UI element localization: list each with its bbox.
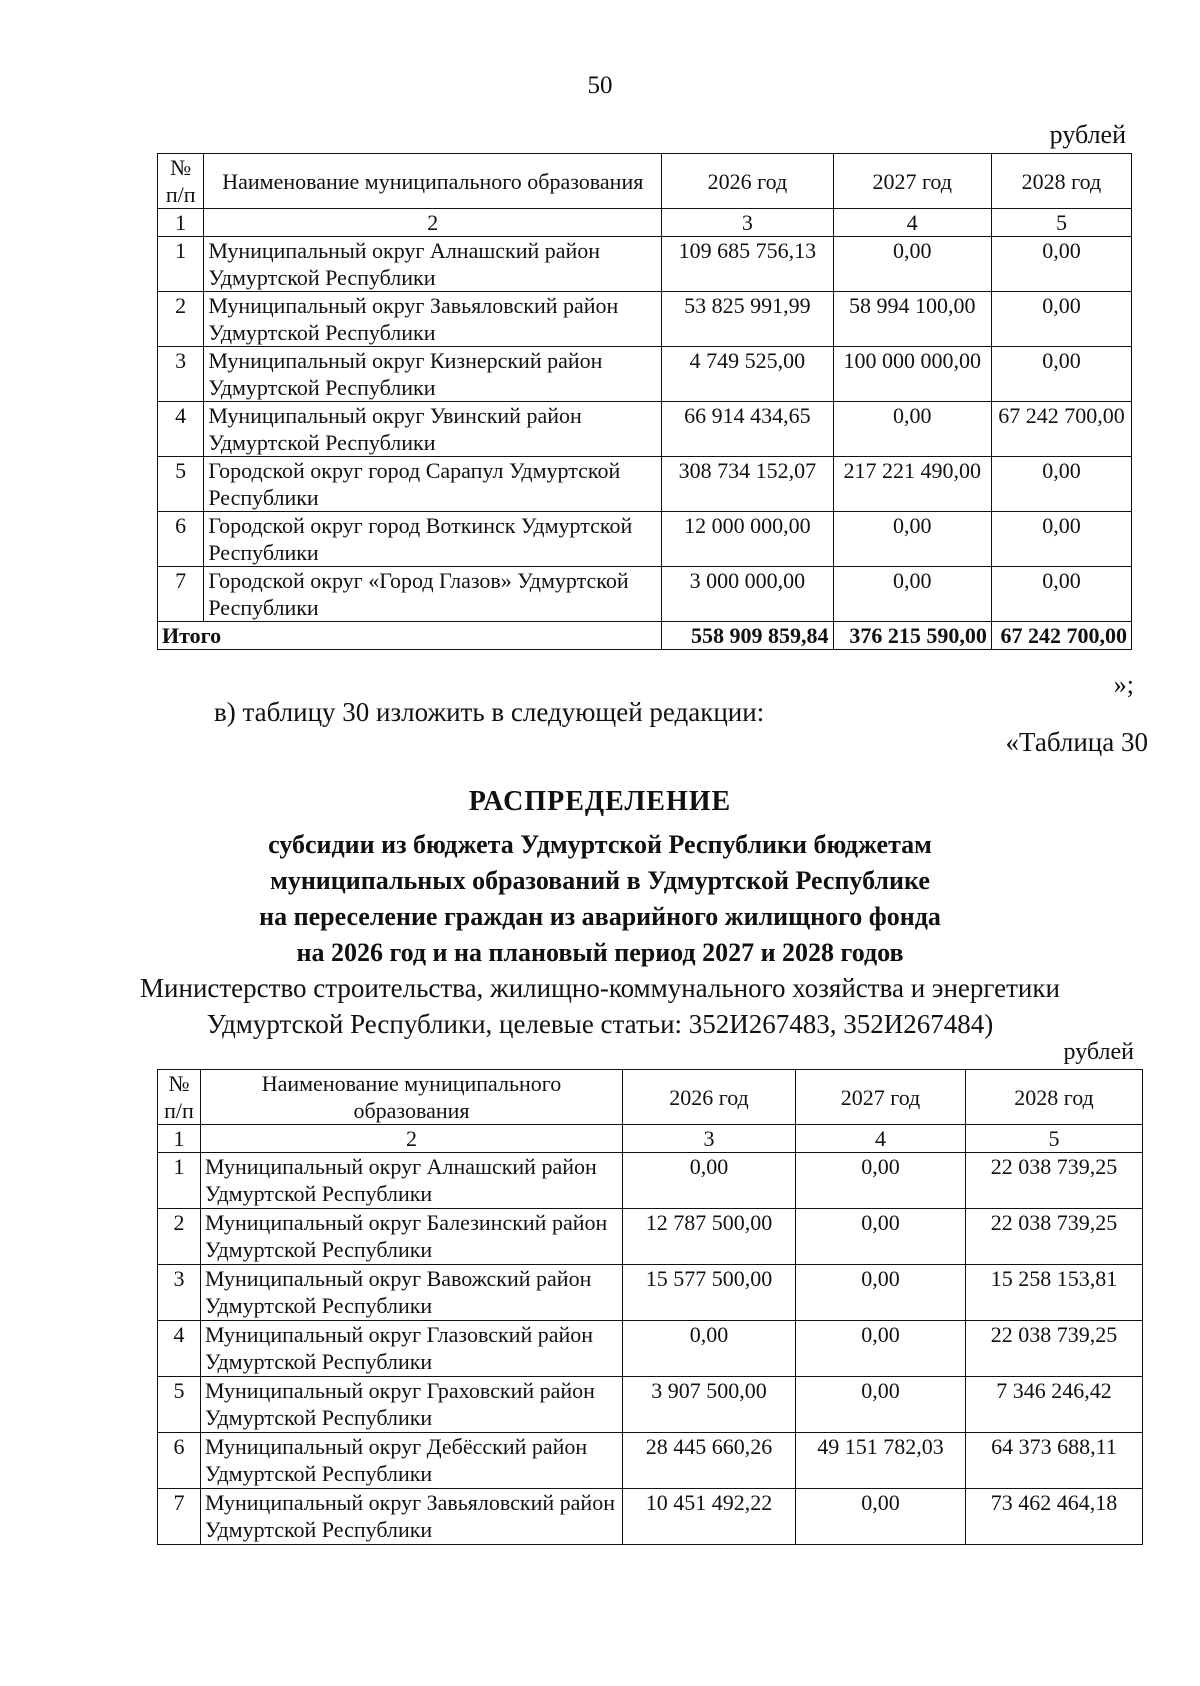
value-2028: 0,00	[991, 237, 1131, 292]
table-row	[158, 1377, 1143, 1433]
value-2027: 0,00	[796, 1321, 966, 1377]
col-number: 2	[201, 1125, 623, 1153]
table-row	[158, 1489, 1143, 1545]
table-row	[158, 567, 1132, 622]
value-2027: 0,00	[796, 1377, 966, 1433]
row-number: 7	[158, 1489, 201, 1545]
municipality-name: Муниципальный округ Вавожский район Удмуртской Республики	[201, 1265, 623, 1321]
value-2026: 0,00	[623, 1321, 796, 1377]
value-2026: 3 000 000,00	[662, 567, 833, 622]
table-reference: «Таблица 30	[1005, 727, 1148, 757]
col-number: 2	[204, 209, 662, 237]
value-2026: 4 749 525,00	[662, 347, 833, 402]
unit-label: рублей	[1063, 1039, 1134, 1065]
row-number: 6	[158, 1433, 201, 1489]
subtitle-line: муниципальных образований в Удмуртской Республике	[270, 866, 930, 895]
col-number: 3	[662, 209, 833, 237]
value-2027: 0,00	[833, 512, 991, 567]
table-row	[158, 1209, 1143, 1265]
value-2028: 0,00	[991, 457, 1131, 512]
subtitle-line: субсидии из бюджета Удмуртской Республики бюджетам	[268, 830, 932, 859]
subtitle-line: на 2026 год и на плановый период 2027 и 2028 годов	[296, 938, 904, 967]
row-number: 7	[158, 567, 204, 622]
closing-quote: »;	[1113, 670, 1134, 699]
value-2026: 109 685 756,13	[662, 237, 833, 292]
source-line: Удмуртской Республики, целевые статьи: 352И267483, 352И267484)	[206, 1009, 994, 1039]
value-2028: 0,00	[991, 512, 1131, 567]
value-2028: 64 373 688,11	[966, 1433, 1143, 1489]
table-row	[158, 402, 1132, 457]
value-2027: 0,00	[796, 1489, 966, 1545]
value-2028: 22 038 739,25	[966, 1209, 1143, 1265]
value-2027: 217 221 490,00	[833, 457, 991, 512]
page-number: 50	[587, 72, 613, 99]
municipality-name: Муниципальный округ Дебёсский район Удмуртской Республики	[201, 1433, 623, 1489]
col-number: 4	[833, 209, 991, 237]
source-line: Министерство строительства, жилищно-коммунального хозяйства и энергетики	[140, 973, 1060, 1003]
header-2026: 2026 год	[623, 1070, 796, 1125]
municipality-name: Городской округ «Город Глазов» Удмуртской Республики	[204, 567, 662, 622]
header-name: Наименование муниципального образования	[201, 1070, 623, 1125]
total-row	[158, 622, 1132, 650]
row-number: 2	[158, 1209, 201, 1265]
col-number: 1	[158, 209, 204, 237]
table-row	[158, 292, 1132, 347]
header-2028: 2028 год	[966, 1070, 1143, 1125]
value-2027: 0,00	[833, 237, 991, 292]
instruction-text: в) таблицу 30 изложить в следующей редакции:	[214, 697, 765, 727]
municipality-name: Муниципальный округ Алнашский район Удмуртской Республики	[201, 1153, 623, 1209]
value-2026: 12 000 000,00	[662, 512, 833, 567]
row-number: 5	[158, 457, 204, 512]
row-number: 1	[158, 1153, 201, 1209]
row-number: 1	[158, 237, 204, 292]
value-2028: 0,00	[991, 347, 1131, 402]
subsidy-table-30	[157, 1069, 1143, 1545]
row-number: 4	[158, 1321, 201, 1377]
value-2028: 7 346 246,42	[966, 1377, 1143, 1433]
value-2026: 53 825 991,99	[662, 292, 833, 347]
table-row	[158, 1153, 1143, 1209]
col-number: 5	[966, 1125, 1143, 1153]
row-number: 3	[158, 347, 204, 402]
col-number: 3	[623, 1125, 796, 1153]
table-row	[158, 457, 1132, 512]
col-number: 5	[991, 209, 1131, 237]
document-title: РАСПРЕДЕЛЕНИЕ	[468, 786, 732, 817]
municipality-name: Муниципальный округ Граховский район Удмуртской Республики	[201, 1377, 623, 1433]
total-2028: 67 242 700,00	[991, 622, 1131, 650]
col-number: 1	[158, 1125, 201, 1153]
value-2027: 100 000 000,00	[833, 347, 991, 402]
total-label: Итого	[158, 622, 662, 650]
table-row	[158, 1265, 1143, 1321]
value-2026: 3 907 500,00	[623, 1377, 796, 1433]
value-2026: 15 577 500,00	[623, 1265, 796, 1321]
col-number: 4	[796, 1125, 966, 1153]
value-2027: 0,00	[833, 567, 991, 622]
municipality-name: Городской округ город Воткинск Удмуртской Республики	[204, 512, 662, 567]
value-2027: 0,00	[833, 402, 991, 457]
unit-label: рублей	[1049, 120, 1126, 149]
municipality-name: Муниципальный округ Завьяловский район Удмуртской Республики	[204, 292, 662, 347]
table-row	[158, 1433, 1143, 1489]
value-2026: 308 734 152,07	[662, 457, 833, 512]
row-number: 6	[158, 512, 204, 567]
total-2027: 376 215 590,00	[833, 622, 991, 650]
value-2027: 58 994 100,00	[833, 292, 991, 347]
header-num: № п/п	[158, 1070, 201, 1125]
subtitle-line: на переселение граждан из аварийного жилищного фонда	[259, 902, 941, 931]
table-row	[158, 1321, 1143, 1377]
value-2027: 0,00	[796, 1265, 966, 1321]
value-2026: 10 451 492,22	[623, 1489, 796, 1545]
header-2028: 2028 год	[991, 154, 1131, 209]
header-2026: 2026 год	[662, 154, 833, 209]
municipality-name: Муниципальный округ Кизнерский район Удмуртской Республики	[204, 347, 662, 402]
municipality-name: Муниципальный округ Увинский район Удмуртской Республики	[204, 402, 662, 457]
row-number: 4	[158, 402, 204, 457]
value-2028: 0,00	[991, 567, 1131, 622]
row-number: 2	[158, 292, 204, 347]
value-2026: 66 914 434,65	[662, 402, 833, 457]
row-number: 5	[158, 1377, 201, 1433]
value-2026: 0,00	[623, 1153, 796, 1209]
municipality-name: Муниципальный округ Алнашский район Удмуртской Республики	[204, 237, 662, 292]
value-2028: 22 038 739,25	[966, 1321, 1143, 1377]
value-2028: 67 242 700,00	[991, 402, 1131, 457]
municipality-name: Городской округ город Сарапул Удмуртской Республики	[204, 457, 662, 512]
subsidy-table-previous	[157, 153, 1132, 650]
table-row	[158, 237, 1132, 292]
municipality-name: Муниципальный округ Завьяловский район Удмуртской Республики	[201, 1489, 623, 1545]
value-2027: 0,00	[796, 1153, 966, 1209]
value-2026: 28 445 660,26	[623, 1433, 796, 1489]
header-name: Наименование муниципального образования	[204, 154, 662, 209]
table-row	[158, 512, 1132, 567]
total-2026: 558 909 859,84	[662, 622, 833, 650]
value-2028: 0,00	[991, 292, 1131, 347]
value-2028: 15 258 153,81	[966, 1265, 1143, 1321]
value-2028: 73 462 464,18	[966, 1489, 1143, 1545]
header-num: № п/п	[158, 154, 204, 209]
value-2028: 22 038 739,25	[966, 1153, 1143, 1209]
table-row	[158, 347, 1132, 402]
value-2026: 12 787 500,00	[623, 1209, 796, 1265]
municipality-name: Муниципальный округ Балезинский район Удмуртской Республики	[201, 1209, 623, 1265]
value-2027: 0,00	[796, 1209, 966, 1265]
header-2027: 2027 год	[796, 1070, 966, 1125]
header-2027: 2027 год	[833, 154, 991, 209]
row-number: 3	[158, 1265, 201, 1321]
municipality-name: Муниципальный округ Глазовский район Удмуртской Республики	[201, 1321, 623, 1377]
value-2027: 49 151 782,03	[796, 1433, 966, 1489]
